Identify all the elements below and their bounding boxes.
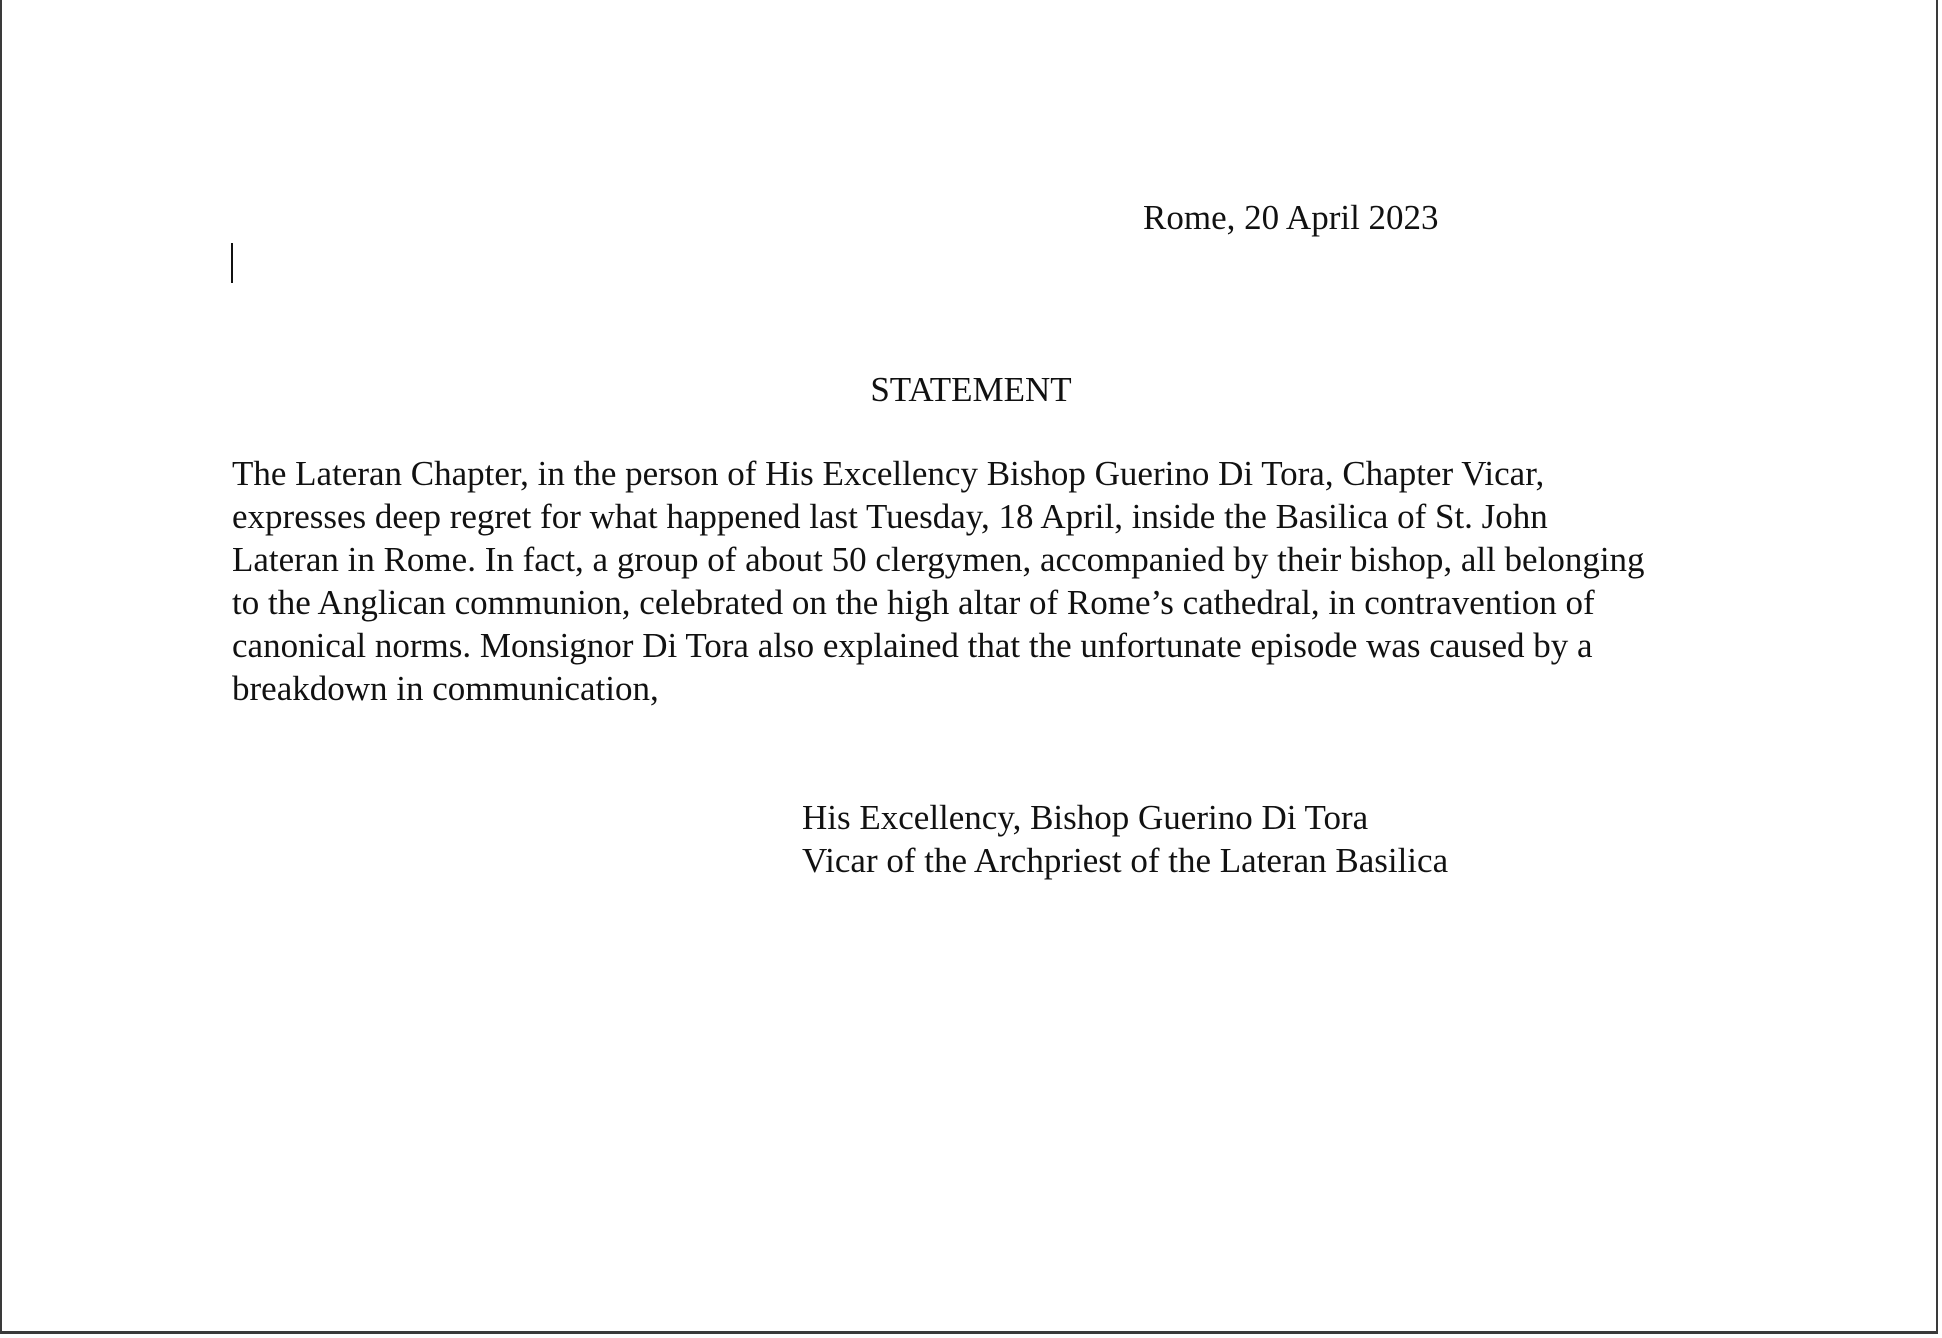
text-cursor (231, 243, 233, 283)
body-line: The Lateran Chapter, in the person of His Excellency Bishop Guerino Di Tora, Chapter Vicar, (232, 454, 1545, 493)
body-line: breakdown in communication, (232, 669, 659, 708)
signature-block (802, 796, 1448, 882)
body-line: canonical norms. Monsignor Di Tora also explained that the unfortunate episode was caused by a (232, 626, 1593, 665)
body-line: to the Anglican communion, celebrated on the high altar of Rome’s cathedral, in contravention of (232, 583, 1595, 622)
body-line: Lateran in Rome. In fact, a group of about 50 clergymen, accompanied by their bishop, all belonging (232, 540, 1645, 579)
body-line: expresses deep regret for what happened last Tuesday, 18 April, inside the Basilica of St. John (232, 497, 1548, 536)
statement-body (232, 452, 1752, 710)
document-heading: STATEMENT (870, 370, 1072, 409)
signature-name: His Excellency, Bishop Guerino Di Tora (802, 798, 1369, 837)
signature-title: Vicar of the Archpriest of the Lateran Basilica (802, 841, 1449, 880)
document-date: Rome, 20 April 2023 (1143, 198, 1439, 237)
